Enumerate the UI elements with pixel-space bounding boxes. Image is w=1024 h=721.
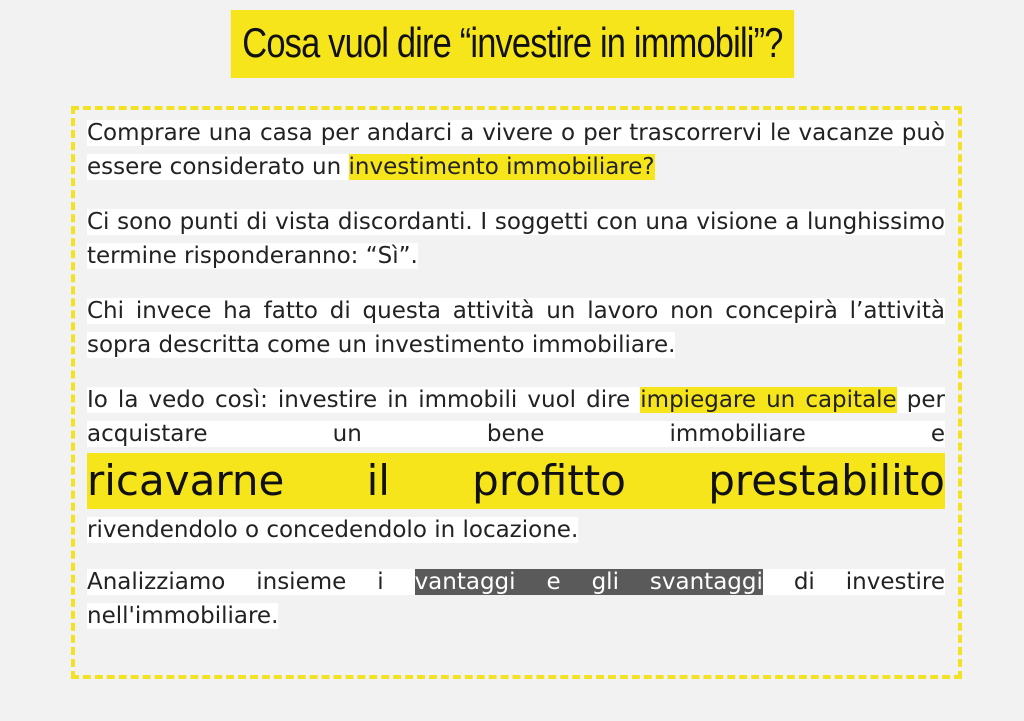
paragraph-4-text-b: per acquistare un bene immobiliare e	[87, 387, 945, 447]
big-word: il	[366, 456, 390, 505]
big-word: ricavarne	[87, 456, 285, 505]
paragraph-4-highlight: impiegare un capitale	[640, 387, 897, 413]
paragraph-4-text-a: Io la vedo così: investire in immobili vuol dire	[87, 387, 641, 413]
paragraph-5-text-b: di investire nell'immobiliare.	[87, 569, 945, 629]
paragraph-3	[87, 294, 945, 362]
paragraph-4	[87, 383, 945, 547]
paragraph-4-text-c: rivendendolo o concedendolo in locazione.	[87, 517, 579, 543]
paragraph-1-highlight: investimento immobiliare?	[348, 154, 655, 180]
paragraph-5-highlight: vantaggi e gli svantaggi	[414, 569, 763, 595]
title-wrapper	[0, 10, 1024, 78]
paragraph-2	[87, 205, 945, 273]
big-word: prestabilito	[708, 456, 945, 505]
page-title: Cosa vuol dire “investire in immobili”?	[230, 10, 793, 78]
paragraph-5	[87, 565, 945, 633]
paragraph-1-text: Comprare una casa per andarci a vivere o per trascorrervi le vacanze può essere considerato un	[87, 120, 945, 180]
paragraph-2-text: Ci sono punti di vista discordanti. I soggetti con una visione a lunghissimo termine risponderanno: “Sì”.	[87, 209, 945, 269]
paragraph-5-text-a: Analizziamo insieme i	[87, 569, 415, 595]
paragraph-3-text: Chi invece ha fatto di questa attività un lavoro non concepirà l’attività sopra descritta come un investimento immobiliare.	[87, 298, 945, 358]
content-body	[87, 116, 945, 654]
big-highlight-line	[87, 453, 945, 509]
paragraph-1	[87, 116, 945, 184]
big-word: profitto	[472, 456, 626, 505]
